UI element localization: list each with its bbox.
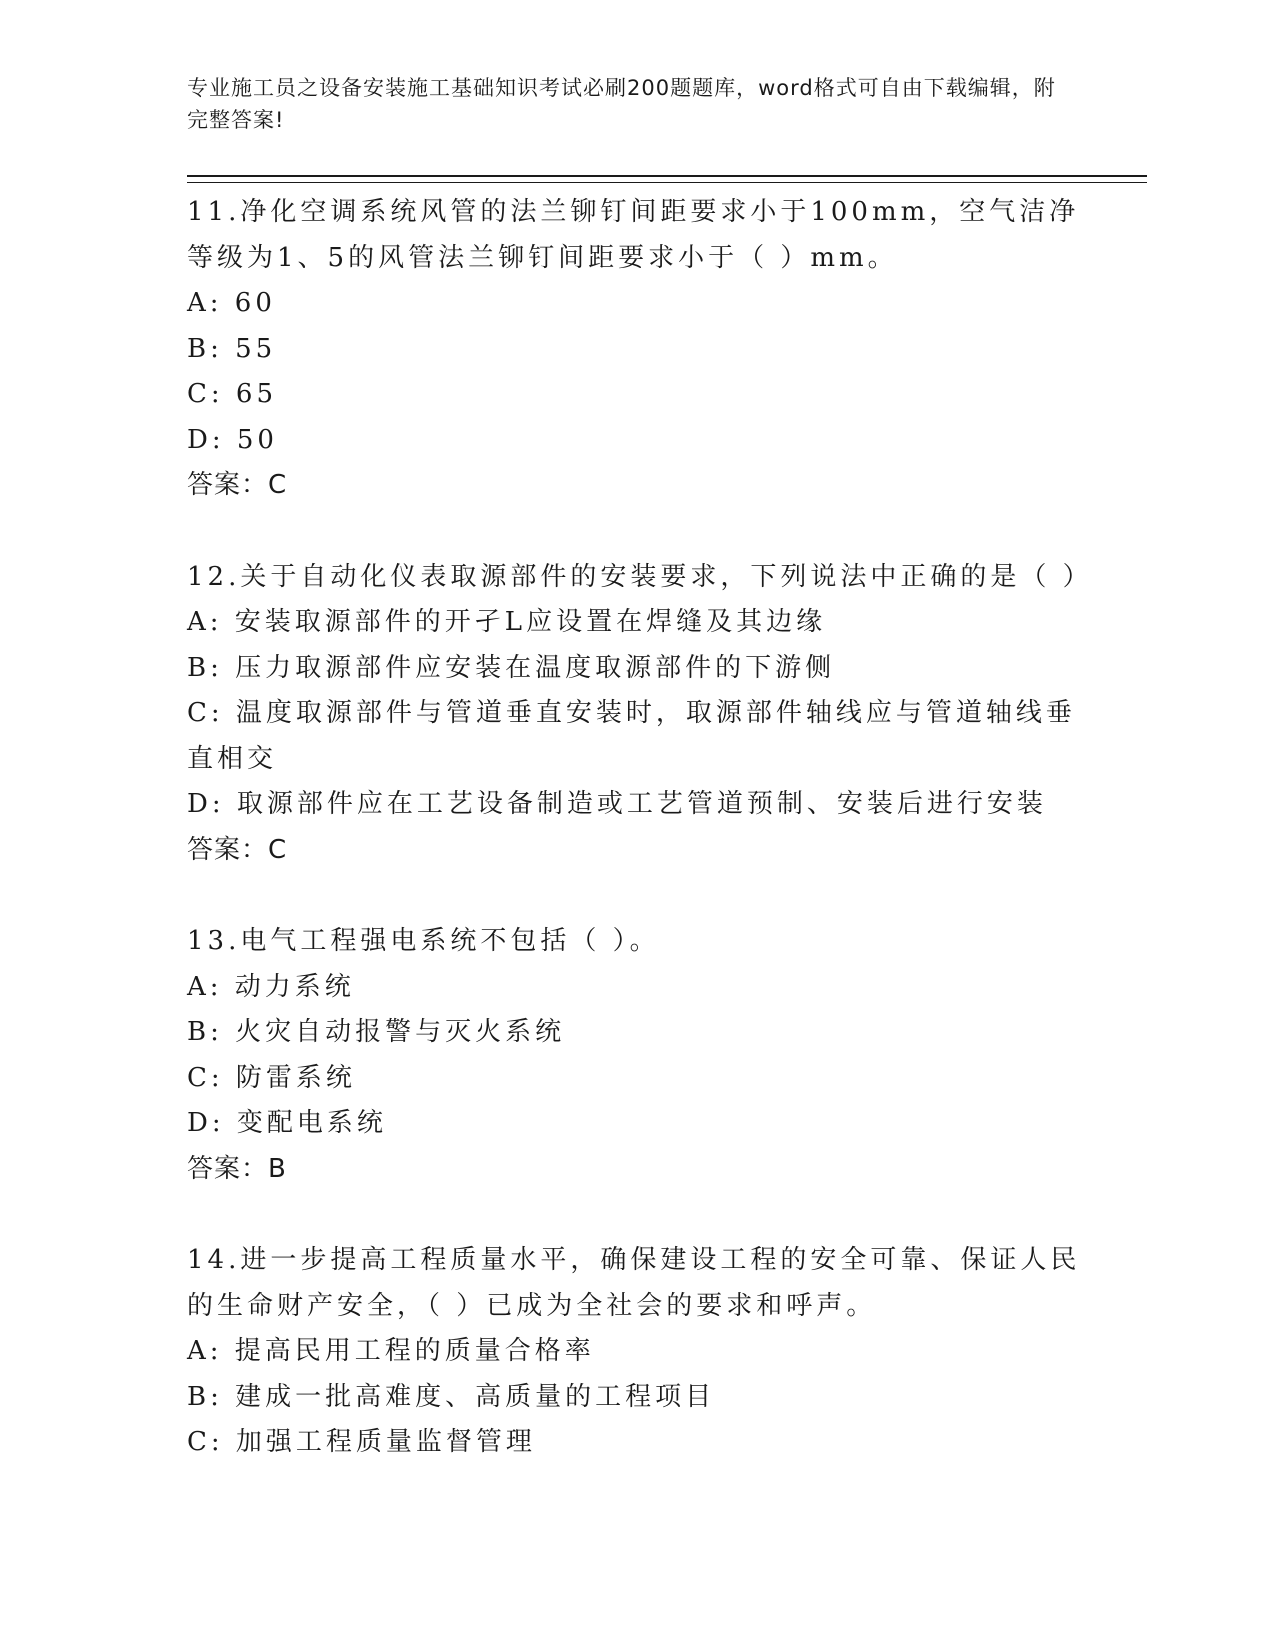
option-d: D: 变配电系统 [187,1108,387,1138]
option-b: B: 压力取源部件应安装在温度取源部件的下游侧 [187,652,836,683]
option-c: C: 温度取源部件与管道垂直安装时，取源部件轴线应与管道轴线垂直相交 [187,698,1076,774]
option-d: D: 50 [187,424,278,455]
header-title: 专业施工员之设备安装施工基础知识考试必刷200题题库，word格式可自由下载编辑，附完整答案! [187,76,1056,132]
question-12 [187,555,1093,874]
header-rule-thin [187,182,1147,183]
question-text: 13.电气工程强电系统不包括（ ）。 [187,926,660,956]
question-14 [187,1238,1087,1466]
answer: 答案：C [187,470,288,500]
question-text: 14.进一步提高工程质量水平，确保建设工程的安全可靠、保证人民的生命财产安全，（ ）已成为全社会的要求和呼声。 [187,1245,1081,1321]
option-a: A: 提高民用工程的质量合格率 [187,1336,595,1366]
question-13 [187,919,1087,1192]
option-a: A: 安装取源部件的开孑L应设置在焊缝及其边缘 [187,607,827,637]
option-c: C: 防雷系统 [187,1062,356,1093]
option-c: C: 加强工程质量监督管理 [187,1427,536,1457]
header-rule-thick [187,175,1147,177]
option-b: B: 55 [187,333,277,364]
option-b: B: 建成一批高难度、高质量的工程项目 [187,1381,716,1412]
option-a: A: 60 [187,288,276,318]
option-c: C: 65 [187,379,278,409]
option-d: D: 取源部件应在工艺设备制造或工艺管道预制、安装后进行安装 [187,789,1047,819]
answer: 答案：C [187,834,288,865]
question-text: 12.关于自动化仪表取源部件的安装要求，下列说法中正确的是（ ） [187,561,1093,592]
option-b: B: 火灾自动报警与灭火系统 [187,1017,566,1047]
question-text: 11.净化空调系统风管的法兰铆钉间距要求小于100mm，空气洁净等级为1、5的风管法兰铆钉间距要求小于（ ）mm。 [187,197,1080,273]
question-spacer [187,1192,1087,1238]
question-spacer [187,509,1087,555]
option-a: A: 动力系统 [187,971,355,1002]
document-header [187,72,1067,136]
question-11 [187,190,1087,509]
question-list [187,190,1093,1466]
question-spacer [187,873,1087,919]
answer: 答案：B [187,1153,287,1184]
